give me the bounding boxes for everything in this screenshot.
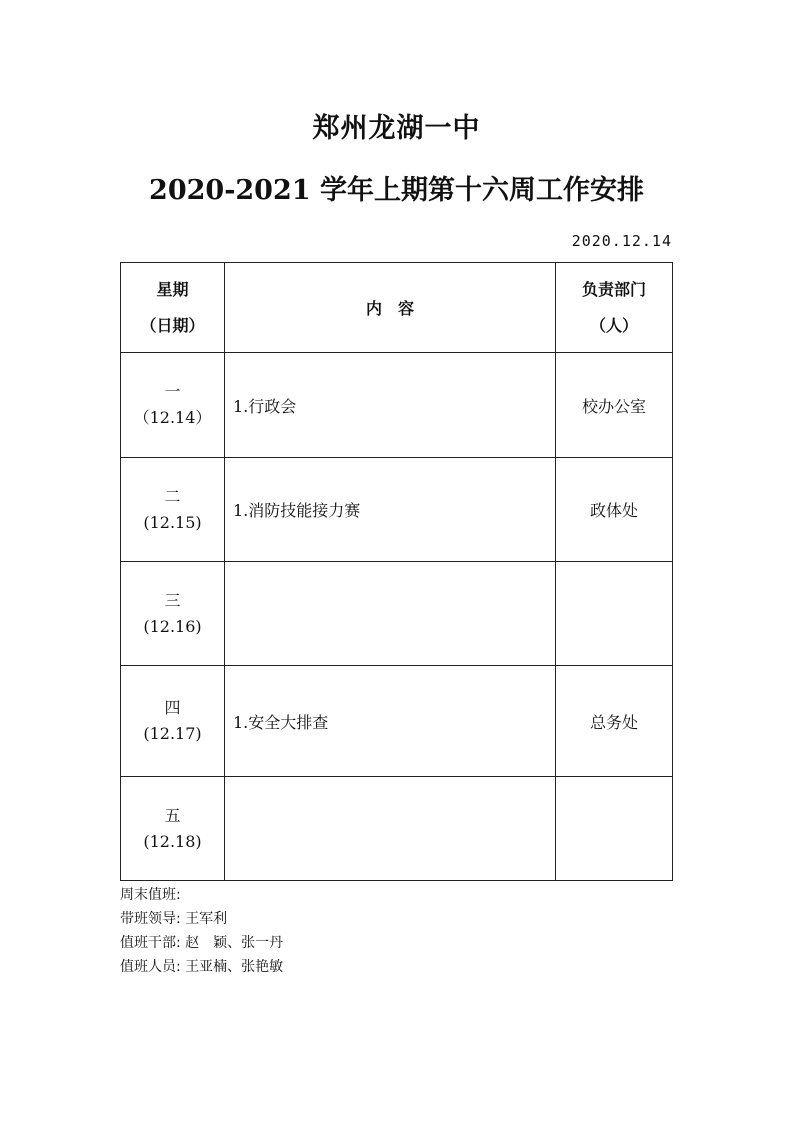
duty-heading: 周末值班: (120, 887, 181, 903)
dept-cell (556, 562, 673, 666)
header-day-label: 星期 (156, 279, 189, 299)
content-cell: 1.消防技能接力赛 (225, 458, 556, 562)
header-content: 内容 (225, 263, 556, 353)
content-cell (225, 777, 556, 881)
day-date: (12.15) (143, 512, 202, 532)
content-cell: 1.安全大排查 (225, 666, 556, 777)
table-row (121, 666, 673, 777)
day-date: （12.14） (133, 408, 212, 427)
table-header-row (121, 263, 673, 353)
day-cell (121, 666, 225, 777)
day-date: (12.17) (143, 724, 202, 743)
weekday: 一 (164, 382, 181, 401)
header-day (121, 263, 225, 353)
header-dept (556, 263, 673, 353)
header-date-label: （日期） (140, 315, 205, 335)
duty-cadres: 值班干部: 赵 颖、张一丹 (120, 935, 284, 951)
day-cell (121, 353, 225, 458)
schedule-table (120, 262, 673, 881)
dept-cell: 总务处 (556, 666, 673, 777)
schedule-title: 2020-2021 学年上期第十六周工作安排 (149, 175, 644, 206)
dept-cell: 政体处 (556, 458, 673, 562)
day-cell (121, 777, 225, 881)
header-dept-label: 负责部门 (581, 279, 646, 299)
table-row (121, 353, 673, 458)
day-cell (121, 562, 225, 666)
content-cell: 1.行政会 (225, 353, 556, 458)
day-date: (12.16) (143, 616, 202, 636)
weekday: 三 (164, 590, 181, 610)
content-cell (225, 562, 556, 666)
day-cell (121, 458, 225, 562)
weekday: 二 (164, 486, 181, 506)
header-person-label: （人） (589, 315, 638, 335)
table-row (121, 562, 673, 666)
document-date: 2020.12.14 (571, 232, 672, 250)
weekday: 四 (164, 698, 181, 717)
table-row (121, 777, 673, 881)
duty-staff: 值班人员: 王亚楠、张艳敏 (120, 959, 284, 975)
duty-notes (120, 883, 283, 979)
table-row (121, 458, 673, 562)
weekday: 五 (164, 805, 181, 825)
dept-cell (556, 777, 673, 881)
school-name: 郑州龙湖一中 (312, 113, 481, 144)
dept-cell: 校办公室 (556, 353, 673, 458)
day-date: (12.18) (143, 831, 202, 851)
duty-leader: 带班领导: 王军利 (120, 911, 228, 927)
